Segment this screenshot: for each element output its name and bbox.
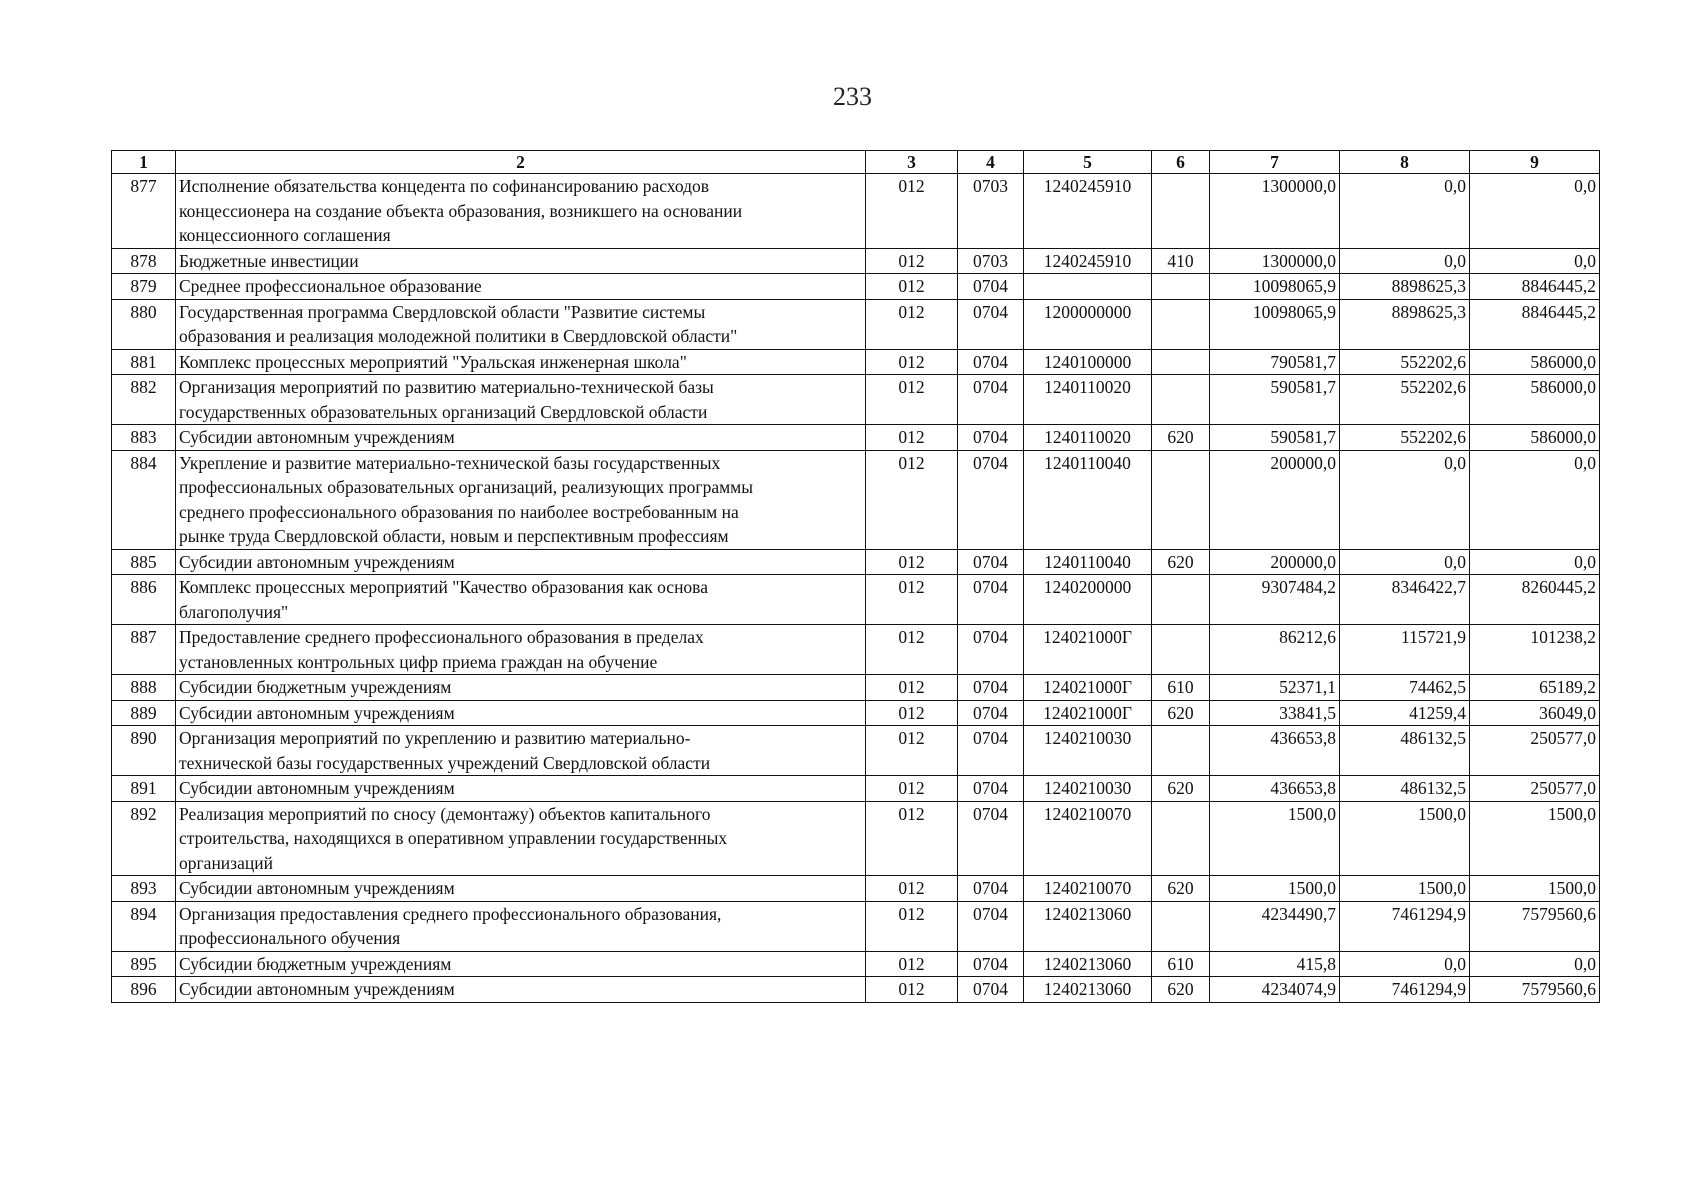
target-code-cell: 1240245910: [1024, 174, 1152, 249]
table-row: [112, 776, 1600, 802]
section-code-cell: 0704: [958, 876, 1024, 902]
expense-type-cell: [1152, 375, 1210, 425]
amount-col-7-cell: 200000,0: [1210, 450, 1340, 549]
expense-type-cell: [1152, 575, 1210, 625]
row-number-cell: 881: [112, 349, 176, 375]
table-row: [112, 876, 1600, 902]
row-number-cell: 892: [112, 801, 176, 876]
table-row: [112, 375, 1600, 425]
amount-col-8-cell: 7461294,9: [1340, 901, 1470, 951]
amount-col-9-cell: 250577,0: [1470, 726, 1600, 776]
amount-col-7-cell: 436653,8: [1210, 726, 1340, 776]
amount-col-9-cell: 65189,2: [1470, 675, 1600, 701]
amount-col-7-cell: 10098065,9: [1210, 299, 1340, 349]
row-name-cell: Исполнение обязательства концедента по софинансированию расходов концессионера на создание объекта образования, возникшего на основании концессионного соглашения: [176, 174, 866, 249]
amount-col-9-cell: 1500,0: [1470, 801, 1600, 876]
section-code-cell: 0704: [958, 776, 1024, 802]
expense-type-cell: [1152, 274, 1210, 300]
expense-type-cell: 620: [1152, 876, 1210, 902]
header-col-1: 1: [112, 151, 176, 174]
amount-col-9-cell: 8846445,2: [1470, 299, 1600, 349]
amount-col-9-cell: 0,0: [1470, 450, 1600, 549]
header-col-6: 6: [1152, 151, 1210, 174]
amount-col-8-cell: 41259,4: [1340, 700, 1470, 726]
budget-table: [111, 150, 1600, 1003]
row-name-cell: Субсидии автономным учреждениям: [176, 977, 866, 1003]
row-number-cell: 890: [112, 726, 176, 776]
expense-type-cell: 410: [1152, 248, 1210, 274]
row-name-cell: Комплекс процессных мероприятий "Уральская инженерная школа": [176, 349, 866, 375]
amount-col-8-cell: 8898625,3: [1340, 274, 1470, 300]
amount-col-9-cell: 1500,0: [1470, 876, 1600, 902]
row-name-cell: Укрепление и развитие материально-технической базы государственных профессиональных образовательных организаций, реализующих программы среднего профессионального образования по наиболее востребованным на рынке труда Свердловской области, новым и перспективным профессиям: [176, 450, 866, 549]
row-number-cell: 878: [112, 248, 176, 274]
amount-col-7-cell: 1300000,0: [1210, 174, 1340, 249]
ministry-code-cell: 012: [866, 575, 958, 625]
table-row: [112, 575, 1600, 625]
expense-type-cell: [1152, 299, 1210, 349]
table-row: [112, 726, 1600, 776]
amount-col-7-cell: 590581,7: [1210, 375, 1340, 425]
amount-col-8-cell: 486132,5: [1340, 776, 1470, 802]
ministry-code-cell: 012: [866, 901, 958, 951]
table-row: [112, 901, 1600, 951]
section-code-cell: 0704: [958, 625, 1024, 675]
row-number-cell: 889: [112, 700, 176, 726]
expense-type-cell: [1152, 625, 1210, 675]
target-code-cell: 1240110040: [1024, 450, 1152, 549]
row-number-cell: 891: [112, 776, 176, 802]
target-code-cell: 1240110040: [1024, 549, 1152, 575]
section-code-cell: 0704: [958, 274, 1024, 300]
section-code-cell: 0704: [958, 299, 1024, 349]
section-code-cell: 0704: [958, 375, 1024, 425]
target-code-cell: 1240210070: [1024, 876, 1152, 902]
row-name-cell: Субсидии автономным учреждениям: [176, 425, 866, 451]
section-code-cell: 0704: [958, 977, 1024, 1003]
amount-col-9-cell: 0,0: [1470, 549, 1600, 575]
target-code-cell: 1240213060: [1024, 977, 1152, 1003]
amount-col-8-cell: 7461294,9: [1340, 977, 1470, 1003]
table-row: [112, 625, 1600, 675]
expense-type-cell: 620: [1152, 549, 1210, 575]
ministry-code-cell: 012: [866, 450, 958, 549]
ministry-code-cell: 012: [866, 425, 958, 451]
amount-col-7-cell: 1300000,0: [1210, 248, 1340, 274]
amount-col-7-cell: 415,8: [1210, 951, 1340, 977]
ministry-code-cell: 012: [866, 349, 958, 375]
header-col-5: 5: [1024, 151, 1152, 174]
row-name-cell: Субсидии автономным учреждениям: [176, 549, 866, 575]
row-number-cell: 888: [112, 675, 176, 701]
amount-col-8-cell: 0,0: [1340, 951, 1470, 977]
ministry-code-cell: 012: [866, 776, 958, 802]
amount-col-8-cell: 486132,5: [1340, 726, 1470, 776]
amount-col-8-cell: 1500,0: [1340, 876, 1470, 902]
table-row: [112, 675, 1600, 701]
amount-col-9-cell: 7579560,6: [1470, 901, 1600, 951]
row-name-cell: Субсидии автономным учреждениям: [176, 700, 866, 726]
expense-type-cell: 610: [1152, 951, 1210, 977]
amount-col-8-cell: 0,0: [1340, 549, 1470, 575]
section-code-cell: 0704: [958, 575, 1024, 625]
section-code-cell: 0704: [958, 700, 1024, 726]
section-code-cell: 0704: [958, 901, 1024, 951]
table-row: [112, 299, 1600, 349]
expense-type-cell: [1152, 349, 1210, 375]
table-row: [112, 248, 1600, 274]
table-header-row: [112, 151, 1600, 174]
amount-col-7-cell: 10098065,9: [1210, 274, 1340, 300]
amount-col-8-cell: 0,0: [1340, 174, 1470, 249]
row-number-cell: 893: [112, 876, 176, 902]
amount-col-7-cell: 52371,1: [1210, 675, 1340, 701]
ministry-code-cell: 012: [866, 274, 958, 300]
row-name-cell: Организация предоставления среднего профессионального образования, профессионального обучения: [176, 901, 866, 951]
amount-col-7-cell: 1500,0: [1210, 801, 1340, 876]
row-name-cell: Субсидии бюджетным учреждениям: [176, 675, 866, 701]
ministry-code-cell: 012: [866, 549, 958, 575]
header-col-9: 9: [1470, 151, 1600, 174]
table-row: [112, 450, 1600, 549]
section-code-cell: 0704: [958, 425, 1024, 451]
header-col-4: 4: [958, 151, 1024, 174]
header-col-2: 2: [176, 151, 866, 174]
amount-col-7-cell: 4234074,9: [1210, 977, 1340, 1003]
row-number-cell: 887: [112, 625, 176, 675]
row-name-cell: Субсидии автономным учреждениям: [176, 876, 866, 902]
amount-col-7-cell: 9307484,2: [1210, 575, 1340, 625]
amount-col-9-cell: 8260445,2: [1470, 575, 1600, 625]
row-name-cell: Бюджетные инвестиции: [176, 248, 866, 274]
table-row: [112, 801, 1600, 876]
target-code-cell: 124021000Г: [1024, 625, 1152, 675]
amount-col-7-cell: 436653,8: [1210, 776, 1340, 802]
ministry-code-cell: 012: [866, 951, 958, 977]
row-name-cell: Реализация мероприятий по сносу (демонтажу) объектов капитального строительства, находящихся в оперативном управлении государственных организаций: [176, 801, 866, 876]
amount-col-9-cell: 586000,0: [1470, 375, 1600, 425]
target-code-cell: 1200000000: [1024, 299, 1152, 349]
row-name-cell: Предоставление среднего профессионального образования в пределах установленных контрольных цифр приема граждан на обучение: [176, 625, 866, 675]
amount-col-7-cell: 4234490,7: [1210, 901, 1340, 951]
amount-col-9-cell: 7579560,6: [1470, 977, 1600, 1003]
expense-type-cell: [1152, 801, 1210, 876]
amount-col-9-cell: 101238,2: [1470, 625, 1600, 675]
table-row: [112, 951, 1600, 977]
amount-col-8-cell: 552202,6: [1340, 349, 1470, 375]
ministry-code-cell: 012: [866, 625, 958, 675]
target-code-cell: 1240210030: [1024, 776, 1152, 802]
amount-col-9-cell: 0,0: [1470, 248, 1600, 274]
ministry-code-cell: 012: [866, 700, 958, 726]
target-code-cell: 124021000Г: [1024, 675, 1152, 701]
expense-type-cell: [1152, 901, 1210, 951]
header-col-3: 3: [866, 151, 958, 174]
ministry-code-cell: 012: [866, 977, 958, 1003]
amount-col-8-cell: 0,0: [1340, 248, 1470, 274]
section-code-cell: 0704: [958, 349, 1024, 375]
row-number-cell: 895: [112, 951, 176, 977]
expense-type-cell: [1152, 174, 1210, 249]
target-code-cell: 1240210030: [1024, 726, 1152, 776]
amount-col-7-cell: 590581,7: [1210, 425, 1340, 451]
section-code-cell: 0704: [958, 675, 1024, 701]
amount-col-9-cell: 36049,0: [1470, 700, 1600, 726]
row-number-cell: 894: [112, 901, 176, 951]
row-number-cell: 885: [112, 549, 176, 575]
row-name-cell: Государственная программа Свердловской области "Развитие системы образования и реализация молодежной политики в Свердловской области": [176, 299, 866, 349]
row-number-cell: 896: [112, 977, 176, 1003]
row-number-cell: 883: [112, 425, 176, 451]
page-number: 233: [833, 82, 872, 111]
section-code-cell: 0704: [958, 951, 1024, 977]
target-code-cell: 1240110020: [1024, 375, 1152, 425]
ministry-code-cell: 012: [866, 876, 958, 902]
ministry-code-cell: 012: [866, 801, 958, 876]
ministry-code-cell: 012: [866, 375, 958, 425]
ministry-code-cell: 012: [866, 726, 958, 776]
target-code-cell: 1240110020: [1024, 425, 1152, 451]
amount-col-7-cell: 200000,0: [1210, 549, 1340, 575]
row-name-cell: Субсидии бюджетным учреждениям: [176, 951, 866, 977]
ministry-code-cell: 012: [866, 248, 958, 274]
ministry-code-cell: 012: [866, 174, 958, 249]
table-body: [112, 174, 1600, 1003]
amount-col-9-cell: 250577,0: [1470, 776, 1600, 802]
table-row: [112, 549, 1600, 575]
amount-col-8-cell: 74462,5: [1340, 675, 1470, 701]
target-code-cell: [1024, 274, 1152, 300]
expense-type-cell: [1152, 450, 1210, 549]
amount-col-7-cell: 790581,7: [1210, 349, 1340, 375]
amount-col-7-cell: 33841,5: [1210, 700, 1340, 726]
amount-col-9-cell: 0,0: [1470, 174, 1600, 249]
amount-col-8-cell: 8898625,3: [1340, 299, 1470, 349]
amount-col-9-cell: 586000,0: [1470, 425, 1600, 451]
amount-col-8-cell: 552202,6: [1340, 425, 1470, 451]
amount-col-9-cell: 586000,0: [1470, 349, 1600, 375]
table-row: [112, 425, 1600, 451]
amount-col-8-cell: 552202,6: [1340, 375, 1470, 425]
row-number-cell: 877: [112, 174, 176, 249]
target-code-cell: 1240100000: [1024, 349, 1152, 375]
row-name-cell: Среднее профессиональное образование: [176, 274, 866, 300]
target-code-cell: 124021000Г: [1024, 700, 1152, 726]
expense-type-cell: 620: [1152, 425, 1210, 451]
section-code-cell: 0704: [958, 549, 1024, 575]
section-code-cell: 0704: [958, 726, 1024, 776]
section-code-cell: 0703: [958, 174, 1024, 249]
row-name-cell: Организация мероприятий по развитию материально-технической базы государственных образовательных организаций Свердловской области: [176, 375, 866, 425]
table-row: [112, 700, 1600, 726]
row-number-cell: 884: [112, 450, 176, 549]
expense-type-cell: 620: [1152, 977, 1210, 1003]
row-number-cell: 880: [112, 299, 176, 349]
target-code-cell: 1240210070: [1024, 801, 1152, 876]
section-code-cell: 0704: [958, 450, 1024, 549]
header-col-7: 7: [1210, 151, 1340, 174]
header-col-8: 8: [1340, 151, 1470, 174]
expense-type-cell: 620: [1152, 700, 1210, 726]
amount-col-8-cell: 1500,0: [1340, 801, 1470, 876]
amount-col-7-cell: 86212,6: [1210, 625, 1340, 675]
table-row: [112, 274, 1600, 300]
target-code-cell: 1240213060: [1024, 951, 1152, 977]
amount-col-7-cell: 1500,0: [1210, 876, 1340, 902]
section-code-cell: 0704: [958, 801, 1024, 876]
target-code-cell: 1240213060: [1024, 901, 1152, 951]
table-row: [112, 174, 1600, 249]
row-number-cell: 886: [112, 575, 176, 625]
row-name-cell: Организация мероприятий по укреплению и развитию материально- технической базы государственных учреждений Свердловской области: [176, 726, 866, 776]
row-name-cell: Комплекс процессных мероприятий "Качество образования как основа благополучия": [176, 575, 866, 625]
amount-col-9-cell: 8846445,2: [1470, 274, 1600, 300]
ministry-code-cell: 012: [866, 299, 958, 349]
amount-col-8-cell: 8346422,7: [1340, 575, 1470, 625]
expense-type-cell: 610: [1152, 675, 1210, 701]
target-code-cell: 1240200000: [1024, 575, 1152, 625]
amount-col-8-cell: 0,0: [1340, 450, 1470, 549]
amount-col-8-cell: 115721,9: [1340, 625, 1470, 675]
expense-type-cell: 620: [1152, 776, 1210, 802]
target-code-cell: 1240245910: [1024, 248, 1152, 274]
ministry-code-cell: 012: [866, 675, 958, 701]
expense-type-cell: [1152, 726, 1210, 776]
section-code-cell: 0703: [958, 248, 1024, 274]
table-row: [112, 349, 1600, 375]
amount-col-9-cell: 0,0: [1470, 951, 1600, 977]
row-number-cell: 879: [112, 274, 176, 300]
row-name-cell: Субсидии автономным учреждениям: [176, 776, 866, 802]
row-number-cell: 882: [112, 375, 176, 425]
table-row: [112, 977, 1600, 1003]
